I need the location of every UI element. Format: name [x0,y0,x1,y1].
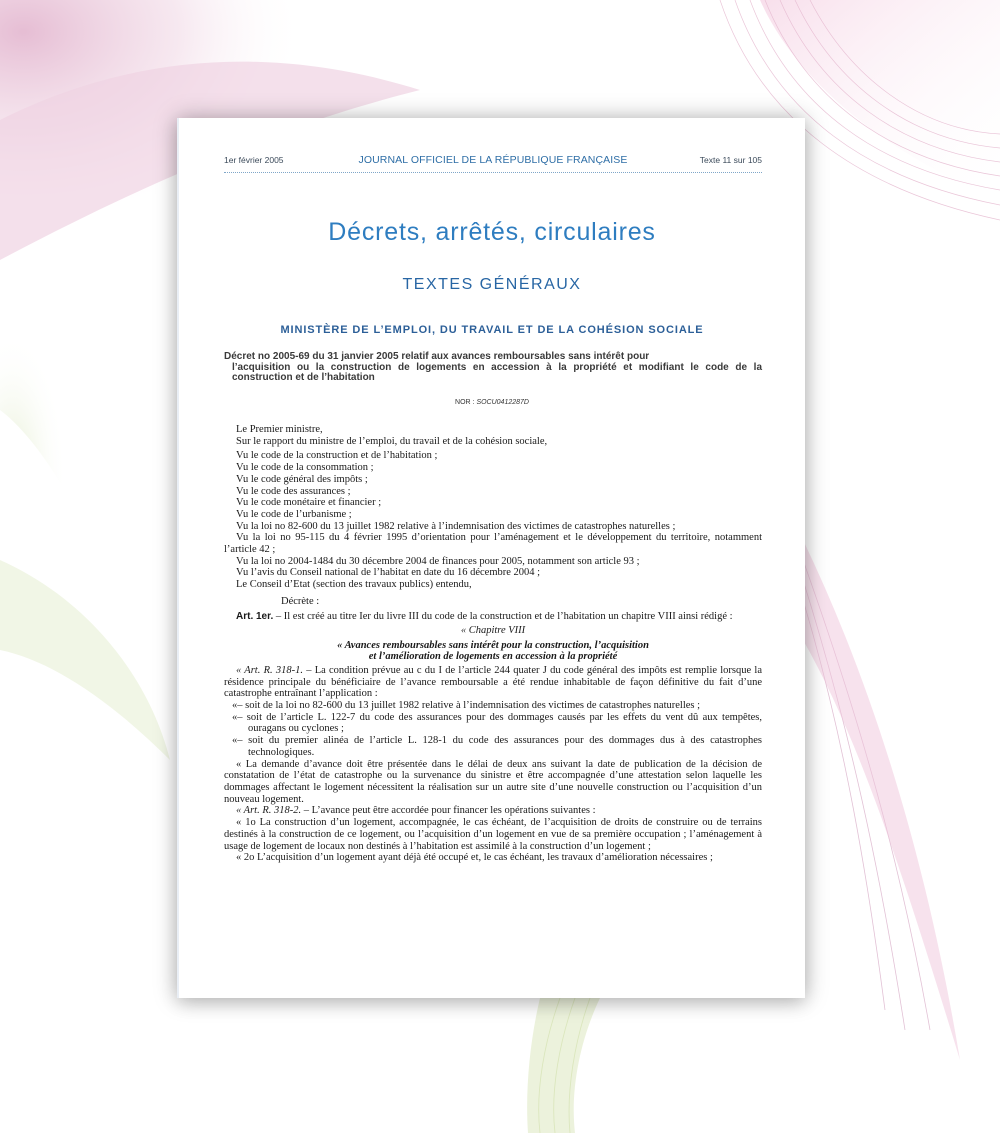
preamble-line: Le Premier ministre, [236,424,323,435]
visa-line: Vu le code monétaire et financier ; [236,497,382,509]
article-1 [224,611,762,623]
visa-line: Vu la loi no 82-600 du 13 juillet 1982 relative à l’indemnisation des victimes de catastrophes naturelles ; [236,520,676,532]
header-divider [224,172,762,173]
document-page [177,118,805,998]
visa-line: Vu le code de la construction et de l’habitation ; [236,450,438,462]
chapter-label: « Chapitre VIII [460,625,526,637]
nor-reference [179,399,805,406]
demande-paragraph: « La demande d’avance doit être présentée dans le délai de deux ans suivant la date de publication de la décision de constatation de l’état de catastrophe ou la survenance du sinistre et être accompagnée d’une attestation selon laquelle les dommages affectant le logement nécessitent la réalisation sur un autre site d’une nouvelle construction ou l’acquisition d’un nouveau logement. [224,758,762,805]
decree-title-continuation: l’acquisition ou la construction de logements en accession à la propriété et modifiant le code de la construction et de l’habitation [232,361,762,383]
article-r318-1-label: « Art. R. 318-1. [236,664,303,676]
chapter-title-line1: « Avances remboursables sans intérêt pour la construction, l’acquisition [337,639,649,651]
header-date: 1er février 2005 [224,155,284,165]
visa-line: Vu le code de la consommation ; [236,462,374,474]
operation-item: « 2o L’acquisition d’un logement ayant déjà été occupé et, le cas échéant, les travaux d’amélioration nécessaires ; [236,852,713,864]
visa-line: Vu la loi no 95-115 du 4 février 1995 d’orientation pour l’aménagement et le développement du territoire, notamment l’article 42 ; [224,532,762,556]
operation-item: « 1o La construction d’un logement, accompagnée, le cas échéant, de l’acquisition de droits de construire ou de terrains destinés à la construction de ce logement, ou l’acquisition d’un logement en vue de sa première occupation ; l’aménagement à usage de logement de locaux non destinés à l’habitation est assimilé à la construction d’un logement ; [224,817,762,852]
article-1-label: Art. 1er. [236,610,274,622]
header-journal: JOURNAL OFFICIEL DE LA RÉPUBLIQUE FRANÇAISE [358,154,628,166]
list-item: «– soit de l’article L. 122-7 du code des assurances pour des dommages causés par les effets du vent dû aux tempêtes, ouragans ou cyclones ; [232,711,762,735]
article-r318-2 [224,805,762,817]
decree-title-line1: Décret no 2005-69 du 31 janvier 2005 relatif aux avances remboursables sans intérêt pour [224,351,650,362]
visa-line: Vu l’avis du Conseil national de l’habitat en date du 16 décembre 2004 ; [236,567,541,579]
article-r318-1 [224,665,762,700]
visa-line: Le Conseil d’Etat (section des travaux publics) entendu, [236,579,472,591]
article-r318-1-text: – La condition prévue au c du I de l’article 244 quater J du code général des impôts est remplie lorsque la résidence principale du bénéficiaire de l’avance remboursable a été rendue inhabitable de façon définitive du fait d’une catastrophe entraînant l’application : [224,664,762,700]
nor-label: NOR : [455,399,475,406]
visa-line: Vu le code de l’urbanisme ; [236,508,352,520]
ministry-heading: MINISTÈRE DE L’EMPLOI, DU TRAVAIL ET DE LA COHÉSION SOCIALE [280,324,704,336]
visa-line: Vu le code général des impôts ; [236,473,368,485]
article-r318-2-label: « Art. R. 318-2. [236,805,302,817]
preamble-line: Sur le rapport du ministre de l’emploi, du travail et de la cohésion sociale, [236,435,548,447]
decree-title [224,352,762,384]
decrete-line: Décrète : [281,595,320,607]
article-1-text: – Il est créé au titre Ier du livre III du code de la construction et de l’habitation un chapitre VIII ainsi rédigé : [273,610,733,622]
visa-line: Vu la loi no 2004-1484 du 30 décembre 2004 de finances pour 2005, notamment son article 93 ; [236,555,640,567]
header-texte-number: Texte 11 sur 105 [699,155,762,165]
visa-line: Vu le code des assurances ; [236,485,351,497]
chapter-title-line2: et l’amélioration de logements en accession à la propriété [368,650,618,662]
list-item: «– soit du premier alinéa de l’article L. 128-1 du code des assurances pour des dommages dus à des catastrophes technologiques. [232,735,762,758]
section-subtitle: TEXTES GÉNÉRAUX [402,276,582,293]
decree-body [224,424,762,864]
article-r318-2-text: – L’avance peut être accordée pour financer les opérations suivantes : [301,805,596,817]
list-item: «– soit de la loi no 82-600 du 13 juillet 1982 relative à l’indemnisation des victimes de catastrophes naturelles ; [232,700,701,712]
nor-code: SOCU0412287D [476,399,529,406]
page-title: Décrets, arrêtés, circulaires [328,218,656,246]
